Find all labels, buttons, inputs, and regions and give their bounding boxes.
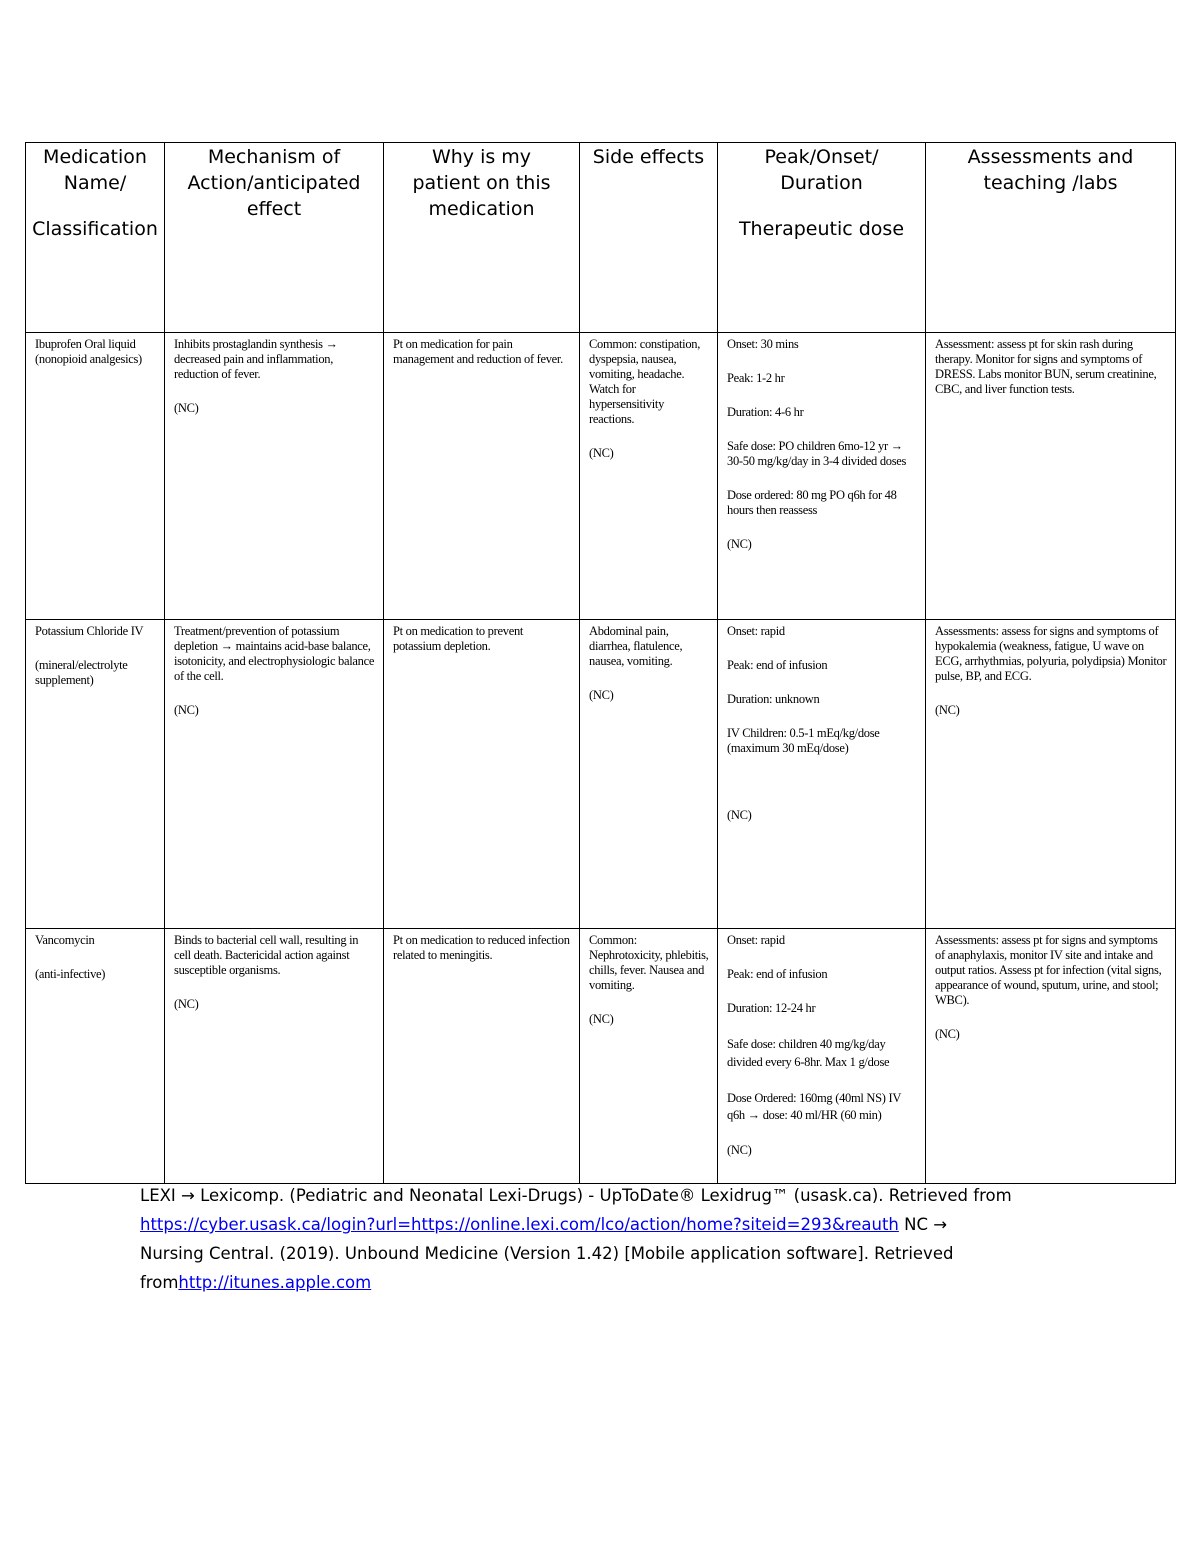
cell-text: Safe dose: children 40 mg/kg/day divided every 6-8hr. Max 1 g/dose (727, 1037, 890, 1069)
cell-text: (NC) (174, 703, 199, 717)
header-text: Mechanism of Action/anticipated effect (187, 146, 361, 220)
header-text: Classification (32, 218, 158, 240)
cell-text: (NC) (589, 1012, 614, 1026)
table-row (26, 333, 1176, 620)
cell-text: (NC) (935, 703, 960, 717)
cell-text: Pt on medication to reduced infection related to meningitis. (393, 933, 570, 962)
cell-assessment (926, 929, 1176, 1184)
cell-text: (NC) (727, 537, 752, 551)
header-row (26, 143, 1176, 333)
cell-text: Inhibits prostaglandin synthesis → decreased pain and inflammation, reduction of fever. (174, 337, 338, 381)
cell-peak-onset (718, 333, 926, 620)
medication-table (25, 142, 1176, 1184)
cell-text: Onset: rapid (727, 624, 785, 638)
cell-text: Vancomycin (35, 933, 95, 947)
cell-text: Potassium Chloride IV (35, 624, 144, 638)
references (140, 1181, 1040, 1297)
header-why (384, 143, 580, 333)
cell-peak-onset (718, 929, 926, 1184)
cell-text: IV Children: 0.5-1 mEq/kg/dose (maximum 30 mEq/dose) (727, 726, 880, 755)
header-text: Medication Name/ (43, 146, 147, 194)
cell-mechanism (165, 333, 384, 620)
cell-why (384, 333, 580, 620)
header-text: Peak/Onset/ Duration (764, 146, 879, 194)
cell-text: Assessment: assess pt for skin rash during therapy. Monitor for signs and symptoms of DRESS. Labs monitor BUN, serum creatinine, CBC, and liver function tests. (935, 337, 1157, 396)
cell-text: (NC) (174, 997, 199, 1011)
cell-assessment (926, 620, 1176, 929)
table-row (26, 620, 1176, 929)
cell-assessment (926, 333, 1176, 620)
header-side-effects (580, 143, 718, 333)
cell-text: (NC) (174, 401, 199, 415)
cell-side-effects (580, 929, 718, 1184)
cell-text: Peak: 1-2 hr (727, 371, 785, 385)
cell-text: (NC) (727, 1143, 752, 1157)
cell-text: Onset: 30 mins (727, 337, 799, 351)
header-assessments (926, 143, 1176, 333)
cell-medication-name (26, 620, 165, 929)
reference-text: NC → (898, 1215, 948, 1234)
cell-text: Peak: end of infusion (727, 658, 828, 672)
reference-text: LEXI → Lexicomp. (Pediatric and Neonatal Lexi-Drugs) - UpToDate® Lexidrug™ (usask.ca). Retrieved from (140, 1186, 1012, 1205)
cell-text: (NC) (935, 1027, 960, 1041)
cell-peak-onset (718, 620, 926, 929)
cell-medication-name (26, 333, 165, 620)
header-text: Assessments and teaching /labs (967, 146, 1134, 194)
itunes-link[interactable]: http://itunes.apple.com (178, 1273, 372, 1292)
cell-mechanism (165, 929, 384, 1184)
cell-text: Duration: unknown (727, 692, 820, 706)
cell-text: Pt on medication for pain management and reduction of fever. (393, 337, 563, 366)
cell-text: Common: Nephrotoxicity, phlebitis, chills, fever. Nausea and vomiting. (589, 933, 709, 992)
cell-text: Pt on medication to prevent potassium depletion. (393, 624, 524, 653)
cell-text: Abdominal pain, diarrhea, flatulence, nausea, vomiting. (589, 624, 683, 668)
header-text: Therapeutic dose (738, 218, 905, 240)
cell-text: Binds to bacterial cell wall, resulting in cell death. Bactericidal action against susceptible organisms. (174, 933, 359, 977)
cell-text: Assessments: assess for signs and symptoms of hypokalemia (weakness, fatigue, U wave on ECG, arrhythmias, polyuria, polydipsia) Monitor pulse, BP, and ECG. (935, 624, 1167, 683)
cell-text: (NC) (589, 446, 614, 460)
cell-text: (anti-infective) (35, 967, 106, 981)
cell-text: Dose Ordered: 160mg (40ml NS) IV q6h → dose: 40 ml/HR (60 min) (727, 1091, 901, 1122)
cell-text: Ibuprofen Oral liquid (nonopioid analgesics) (35, 337, 142, 366)
cell-text: Duration: 4-6 hr (727, 405, 804, 419)
header-mechanism (165, 143, 384, 333)
reference-line (140, 1210, 1040, 1239)
table-row (26, 929, 1176, 1184)
header-text: Why is my patient on this medication (412, 146, 551, 220)
cell-text: Duration: 12-24 hr (727, 1001, 816, 1015)
cell-side-effects (580, 333, 718, 620)
cell-why (384, 929, 580, 1184)
cell-text: Peak: end of infusion (727, 967, 828, 981)
cell-text: Dose ordered: 80 mg PO q6h for 48 hours then reassess (727, 488, 897, 517)
cell-text: Onset: rapid (727, 933, 785, 947)
header-medication-name (26, 143, 165, 333)
cell-text: (mineral/electrolyte supplement) (35, 658, 128, 687)
reference-text: Nursing Central. (2019). Unbound Medicine (Version 1.42) [Mobile application software]. Retrieved (140, 1244, 954, 1263)
header-peak-onset (718, 143, 926, 333)
lexi-link[interactable]: https://cyber.usask.ca/login?url=https://online.lexi.com/lco/action/home?siteid=293&reauth (140, 1215, 899, 1234)
header-text: Side effects (592, 146, 705, 168)
cell-why (384, 620, 580, 929)
cell-side-effects (580, 620, 718, 929)
cell-mechanism (165, 620, 384, 929)
cell-text: (NC) (589, 688, 614, 702)
cell-text: Assessments: assess pt for signs and symptoms of anaphylaxis, monitor IV site and intake and output ratios. Assess pt for infection (vital signs, appearance of wound, sputum, urine, and stool; WBC). (935, 933, 1162, 1007)
reference-line (140, 1181, 1040, 1210)
cell-text: Safe dose: PO children 6mo-12 yr → 30-50 mg/kg/day in 3-4 divided doses (727, 439, 907, 468)
reference-line (140, 1239, 1040, 1268)
cell-text: Treatment/prevention of potassium depletion → maintains acid-base balance, isotonicity, and electrophysiologic balance of the cell. (174, 624, 375, 683)
cell-medication-name (26, 929, 165, 1184)
cell-text: (NC) (727, 808, 752, 822)
reference-line (140, 1268, 1040, 1297)
cell-text: Common: constipation, dyspepsia, nausea, vomiting, headache. Watch for hypersensitivity reactions. (589, 337, 701, 426)
reference-text: from (140, 1273, 179, 1292)
